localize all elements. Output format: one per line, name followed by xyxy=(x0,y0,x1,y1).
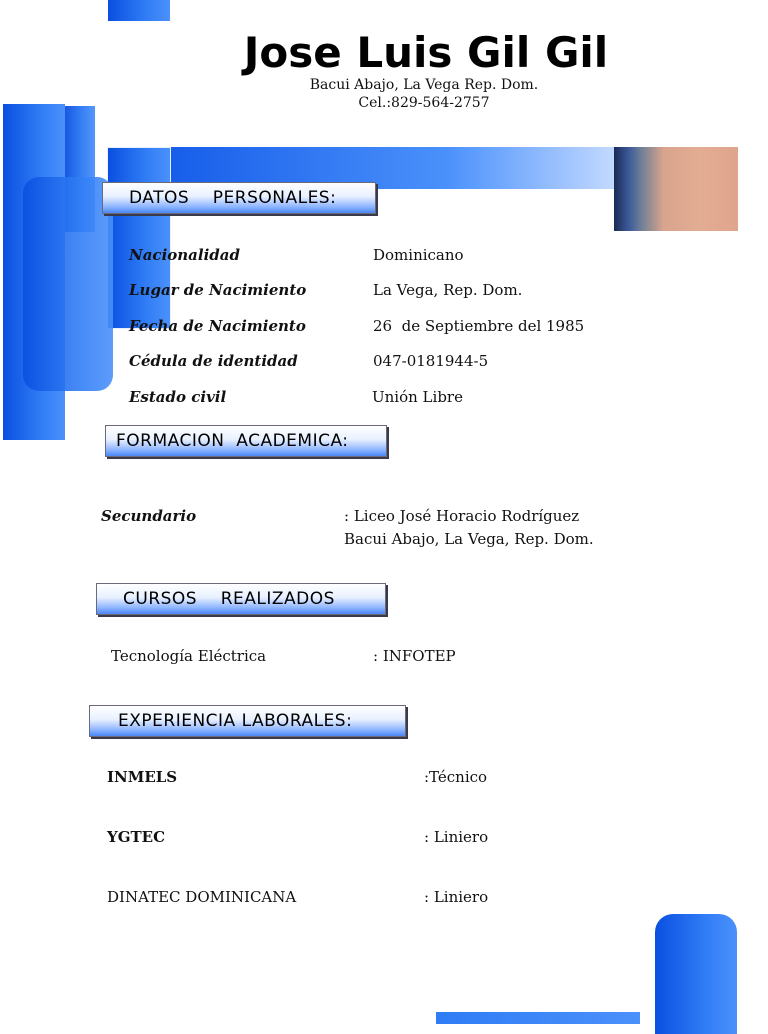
person-name: Jose Luis Gil Gil xyxy=(243,28,609,77)
left-blue-column-3 xyxy=(107,147,171,329)
bottom-blue-bar xyxy=(436,1012,640,1024)
label-secundario: Secundario xyxy=(101,507,197,525)
value-lugar-nacimiento: La Vega, Rep. Dom. xyxy=(373,281,523,299)
value-nacionalidad: Dominicano xyxy=(373,246,464,264)
course-name: Tecnología Eléctrica xyxy=(111,647,267,665)
value-school-location: Bacui Abajo, La Vega, Rep. Dom. xyxy=(344,530,594,548)
section-cursos-realizados xyxy=(96,583,386,615)
address: Bacui Abajo, La Vega Rep. Dom. xyxy=(309,77,539,93)
job-company-dinatec: DINATEC DOMINICANA xyxy=(107,888,297,906)
job-role-ygtec: : Liniero xyxy=(424,828,489,846)
label-lugar-nacimiento: Lugar de Nacimiento xyxy=(129,281,307,299)
section-title: EXPERIENCIA LABORALES: xyxy=(118,711,353,731)
value-school: : Liceo José Horacio Rodríguez xyxy=(344,507,580,525)
left-rounded-block xyxy=(23,177,113,391)
section-title: DATOS PERSONALES: xyxy=(129,188,337,208)
section-title: FORMACION ACADEMICA: xyxy=(116,431,349,451)
profile-photo xyxy=(614,147,738,231)
job-role-dinatec: : Liniero xyxy=(424,888,489,906)
label-nacionalidad: Nacionalidad xyxy=(129,246,240,264)
value-estado-civil: Unión Libre xyxy=(372,388,463,406)
section-datos-personales xyxy=(102,182,376,214)
phone: Cel.:829-564-2757 xyxy=(358,95,490,111)
section-title: CURSOS REALIZADOS xyxy=(123,589,335,609)
section-experiencia-laborales xyxy=(89,705,406,737)
job-company-ygtec: YGTEC xyxy=(107,828,166,846)
course-institution: : INFOTEP xyxy=(373,647,456,665)
value-cedula: 047-0181944-5 xyxy=(373,352,489,370)
job-company-inmels: INMELS xyxy=(107,768,178,786)
value-fecha-nacimiento: 26 de Septiembre del 1985 xyxy=(373,317,585,335)
label-fecha-nacimiento: Fecha de Nacimiento xyxy=(129,317,306,335)
bottom-right-rounded-block xyxy=(655,914,737,1034)
job-role-inmels: :Técnico xyxy=(424,768,488,786)
top-blue-block xyxy=(108,0,170,21)
label-cedula: Cédula de identidad xyxy=(129,352,298,370)
section-formacion-academica xyxy=(105,425,387,457)
label-estado-civil: Estado civil xyxy=(129,388,227,406)
